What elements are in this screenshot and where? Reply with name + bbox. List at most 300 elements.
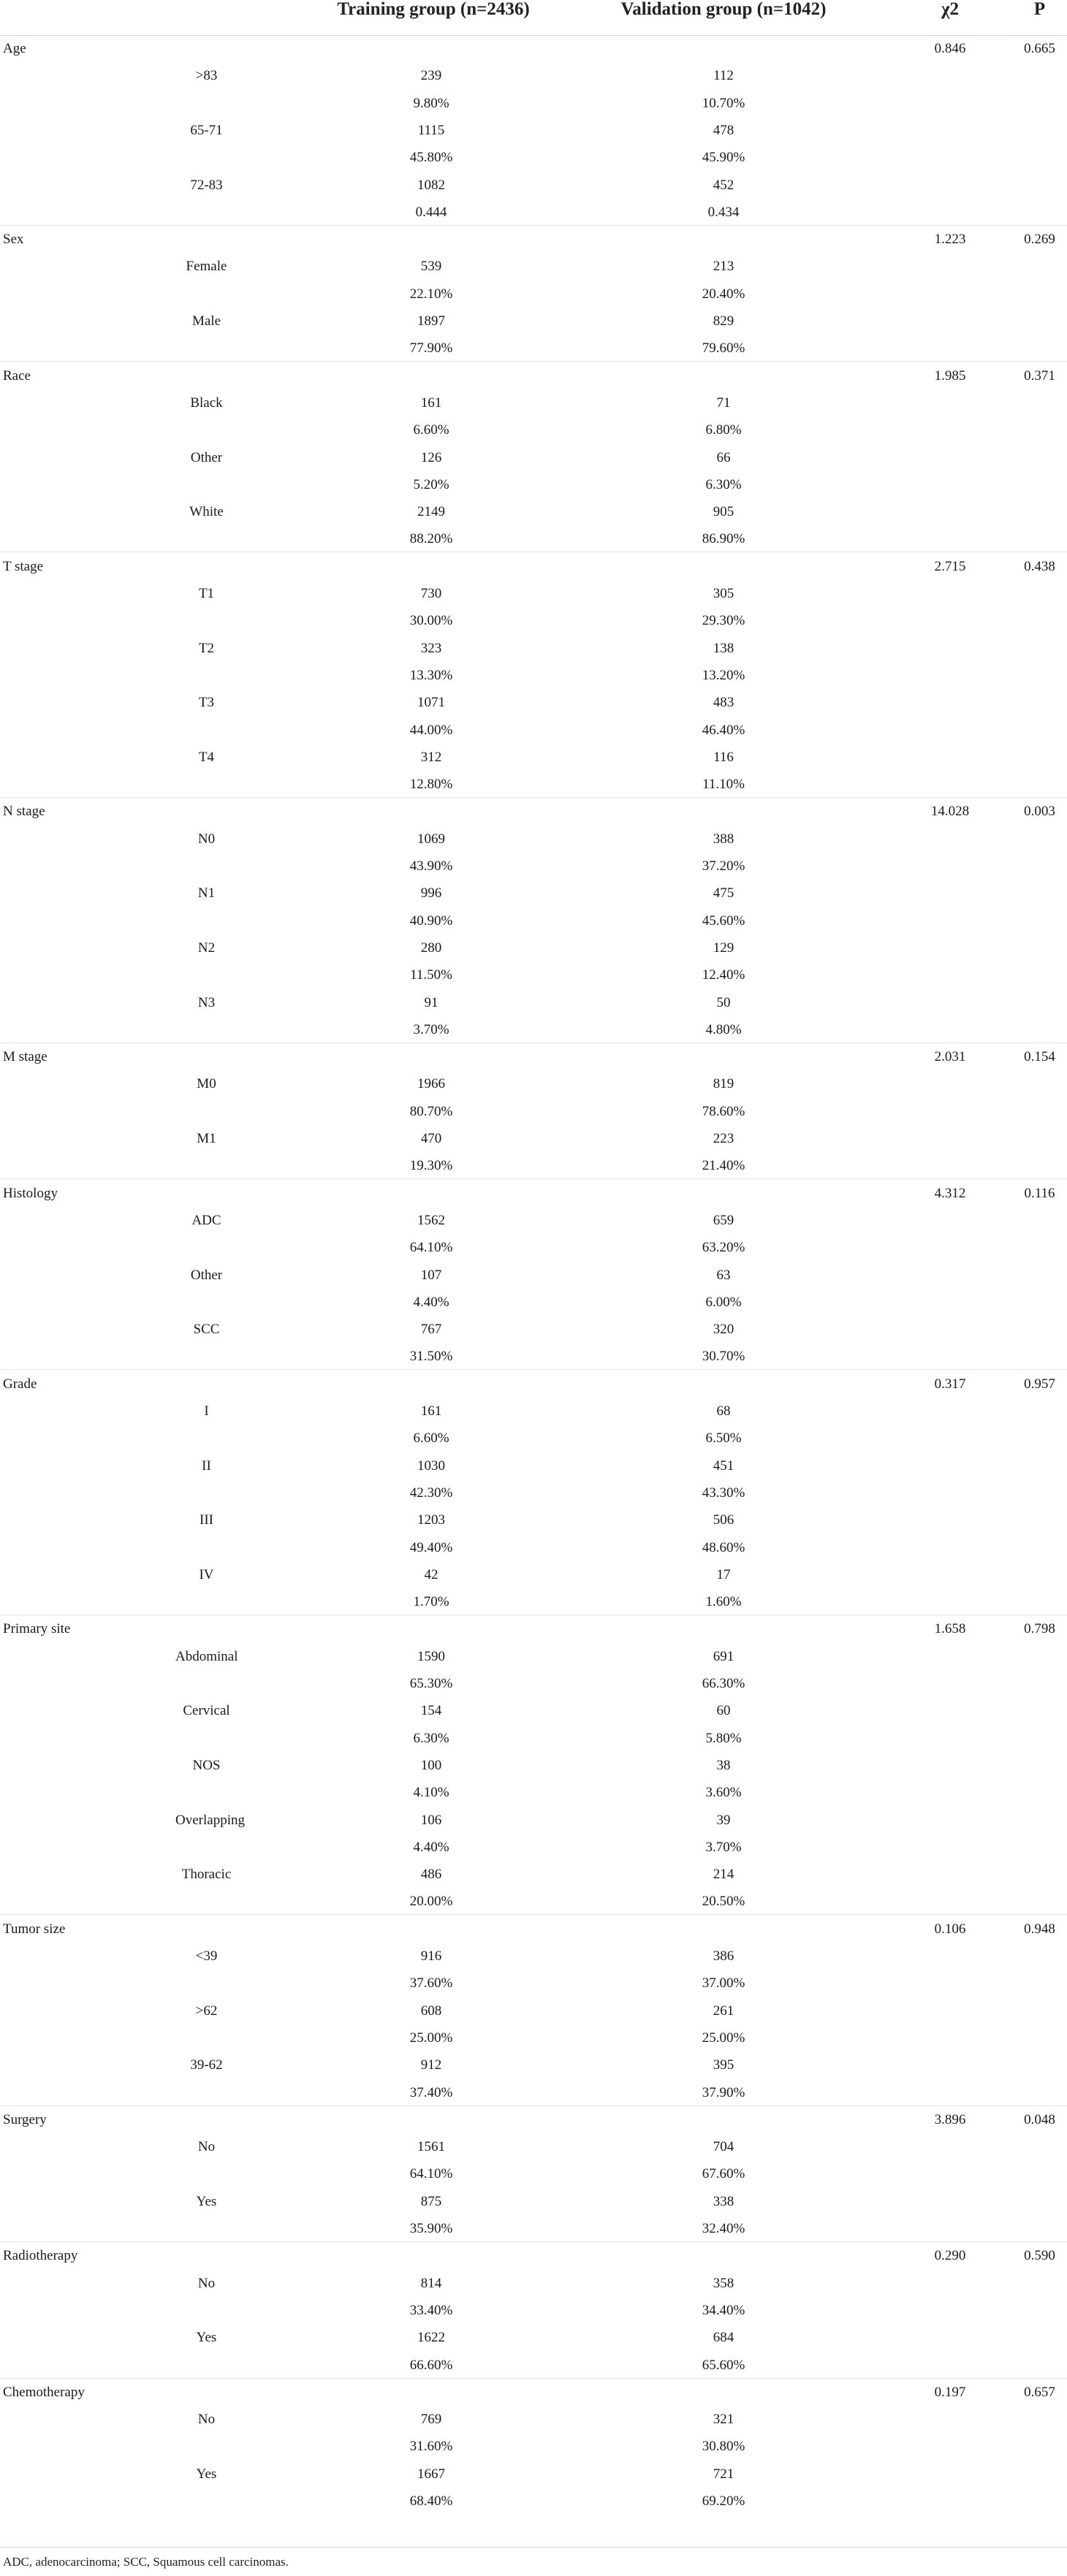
- training-percent: 6.60%: [413, 1430, 449, 1447]
- category-percent-row: [0, 961, 1067, 988]
- training-count: 239: [420, 68, 442, 84]
- validation-percent: 4.80%: [705, 1021, 742, 1037]
- validation-count: 395: [713, 2057, 734, 2073]
- validation-count: 320: [713, 1322, 734, 1338]
- training-count: 769: [420, 2412, 442, 2428]
- training-percent: 6.30%: [413, 1730, 449, 1746]
- training-percent: 5.20%: [413, 476, 449, 492]
- training-percent: 35.90%: [409, 2221, 453, 2236]
- category-count-row: [0, 1561, 1067, 1588]
- variable-name: Race: [3, 367, 31, 384]
- training-percent: 66.60%: [409, 2357, 453, 2373]
- category-count-row: [0, 744, 1067, 771]
- variable-name: Sex: [3, 232, 24, 248]
- variable-row: [0, 362, 1067, 389]
- category-count-row: [0, 1262, 1067, 1289]
- category-count-row: [0, 1506, 1067, 1533]
- training-count: 100: [420, 1757, 442, 1773]
- training-count: 154: [420, 1703, 442, 1719]
- validation-percent: 48.60%: [702, 1539, 745, 1555]
- category-count-row: [0, 2324, 1067, 2351]
- training-percent: 31.60%: [409, 2439, 453, 2455]
- training-percent: 9.80%: [413, 95, 449, 111]
- category-label: White: [189, 504, 224, 520]
- training-count: 1590: [417, 1648, 445, 1664]
- category-percent-row: [0, 2352, 1067, 2379]
- validation-percent: 37.00%: [702, 1975, 745, 1992]
- training-percent: 30.00%: [409, 613, 453, 629]
- validation-count: 659: [713, 1212, 734, 1228]
- category-count-row: [0, 1398, 1067, 1425]
- chi-square-value: 0.106: [934, 1921, 966, 1937]
- variable-name: Tumor size: [3, 1921, 66, 1937]
- training-percent: 64.10%: [409, 2166, 453, 2182]
- p-value: 0.948: [1024, 1921, 1055, 1937]
- category-count-row: [0, 635, 1067, 662]
- header-p-value: P: [1033, 0, 1046, 19]
- validation-percent: 63.20%: [702, 1240, 745, 1256]
- training-count: 608: [420, 2003, 442, 2019]
- training-percent: 22.10%: [409, 286, 453, 302]
- training-count: 539: [420, 259, 442, 275]
- validation-percent: 78.60%: [702, 1103, 745, 1119]
- category-label: I: [204, 1403, 209, 1419]
- validation-percent: 6.00%: [705, 1294, 742, 1310]
- training-percent: 33.40%: [409, 2302, 453, 2318]
- validation-count: 112: [713, 68, 734, 84]
- training-count: 912: [420, 2057, 442, 2073]
- category-label: NOS: [192, 1757, 221, 1773]
- validation-count: 50: [716, 994, 731, 1010]
- category-count-row: [0, 1316, 1067, 1343]
- validation-count: 451: [713, 1457, 734, 1474]
- validation-percent: 45.90%: [702, 150, 745, 166]
- category-count-row: [0, 826, 1067, 853]
- category-count-row: [0, 1997, 1067, 2024]
- validation-count: 506: [713, 1512, 734, 1528]
- category-percent-row: [0, 771, 1067, 798]
- category-percent-row: [0, 1343, 1067, 1370]
- category-label: II: [202, 1457, 211, 1474]
- variable-row: [0, 2106, 1067, 2133]
- validation-percent: 0.434: [707, 204, 740, 220]
- category-percent-row: [0, 2160, 1067, 2187]
- category-percent-row: [0, 281, 1067, 308]
- validation-count: 829: [713, 313, 734, 329]
- category-percent-row: [0, 1234, 1067, 1261]
- category-percent-row: [0, 1970, 1067, 1997]
- training-percent: 77.90%: [409, 340, 453, 357]
- validation-percent: 67.60%: [702, 2166, 745, 2182]
- training-count: 107: [420, 1267, 442, 1283]
- training-percent: 4.40%: [413, 1294, 449, 1310]
- validation-count: 129: [713, 940, 734, 956]
- category-count-row: [0, 580, 1067, 607]
- validation-count: 475: [713, 885, 734, 902]
- footer-divider: [0, 2547, 1067, 2548]
- variable-row: [0, 2379, 1067, 2406]
- validation-count: 213: [713, 259, 734, 275]
- validation-count: 452: [713, 177, 734, 193]
- category-count-row: [0, 2188, 1067, 2215]
- training-percent: 11.50%: [410, 967, 452, 983]
- validation-count: 39: [716, 1812, 731, 1828]
- category-label: ADC: [191, 1212, 221, 1228]
- training-count: 996: [420, 885, 442, 902]
- category-percent-row: [0, 2297, 1067, 2324]
- validation-percent: 79.60%: [702, 340, 745, 357]
- validation-count: 483: [713, 695, 734, 711]
- validation-percent: 69.20%: [702, 2493, 745, 2509]
- training-percent: 65.30%: [409, 1676, 453, 1691]
- category-percent-row: [0, 144, 1067, 171]
- category-label: IV: [199, 1566, 214, 1582]
- category-label: Other: [190, 449, 223, 465]
- training-count: 486: [420, 1867, 442, 1883]
- variable-row: [0, 798, 1067, 825]
- chi-square-value: 0.197: [934, 2384, 966, 2400]
- category-percent-row: [0, 471, 1067, 498]
- validation-percent: 6.50%: [705, 1430, 742, 1447]
- variable-row: [0, 35, 1067, 62]
- category-percent-row: [0, 1834, 1067, 1861]
- validation-count: 261: [713, 2003, 734, 2019]
- category-count-row: [0, 117, 1067, 144]
- training-count: 1030: [417, 1457, 445, 1474]
- validation-count: 138: [713, 640, 734, 656]
- category-label: Male: [191, 313, 221, 329]
- category-count-row: [0, 2461, 1067, 2488]
- p-value: 0.116: [1024, 1185, 1055, 1201]
- variable-name: Primary site: [3, 1621, 71, 1637]
- training-percent: 88.20%: [409, 531, 453, 547]
- category-label: T4: [198, 749, 215, 765]
- validation-percent: 6.80%: [705, 422, 742, 438]
- validation-percent: 46.40%: [702, 722, 745, 738]
- training-count: 1115: [417, 122, 445, 138]
- training-percent: 12.80%: [409, 777, 453, 793]
- variable-name: Histology: [3, 1185, 58, 1201]
- p-value: 0.590: [1024, 2248, 1055, 2264]
- category-count-row: [0, 1452, 1067, 1479]
- training-count: 875: [420, 2193, 442, 2209]
- training-percent: 45.80%: [409, 150, 453, 166]
- p-value: 0.798: [1024, 1621, 1055, 1637]
- category-percent-row: [0, 1588, 1067, 1615]
- validation-count: 691: [713, 1648, 734, 1664]
- validation-percent: 5.80%: [705, 1730, 742, 1746]
- chi-square-value: 1.223: [934, 232, 966, 248]
- validation-percent: 32.40%: [702, 2221, 745, 2236]
- category-count-row: [0, 934, 1067, 961]
- training-percent: 4.40%: [413, 1839, 449, 1855]
- category-label: Overlapping: [175, 1812, 245, 1828]
- validation-count: 71: [716, 395, 731, 411]
- training-count: 1203: [417, 1512, 445, 1528]
- validation-count: 721: [713, 2466, 734, 2482]
- category-count-row: [0, 308, 1067, 335]
- training-count: 1897: [417, 313, 445, 329]
- validation-count: 68: [716, 1403, 731, 1419]
- training-percent: 6.60%: [413, 422, 449, 438]
- validation-count: 704: [713, 2139, 734, 2155]
- category-label: Cervical: [183, 1703, 230, 1719]
- validation-count: 223: [713, 1131, 734, 1146]
- category-label: No: [197, 2412, 216, 2428]
- training-percent: 68.40%: [409, 2493, 453, 2509]
- category-percent-row: [0, 90, 1067, 117]
- training-percent: 13.30%: [409, 667, 453, 683]
- category-percent-row: [0, 2024, 1067, 2051]
- training-count: 126: [420, 449, 442, 465]
- category-count-row: [0, 689, 1067, 716]
- category-percent-row: [0, 1425, 1067, 1452]
- category-percent-row: [0, 1670, 1067, 1697]
- category-label: M0: [197, 1076, 216, 1092]
- category-count-row: [0, 1643, 1067, 1670]
- chi-square-value: 2.031: [934, 1049, 966, 1065]
- training-percent: 80.70%: [409, 1103, 453, 1119]
- validation-count: 478: [713, 122, 734, 138]
- validation-percent: 12.40%: [702, 967, 745, 983]
- category-percent-row: [0, 525, 1067, 552]
- category-label: T2: [198, 640, 215, 656]
- category-count-row: [0, 498, 1067, 525]
- category-percent-row: [0, 1479, 1067, 1506]
- validation-percent: 6.30%: [705, 476, 742, 492]
- training-count: 730: [420, 586, 442, 601]
- validation-count: 358: [713, 2275, 734, 2291]
- category-count-row: [0, 1807, 1067, 1834]
- training-percent: 37.60%: [409, 1975, 453, 1992]
- category-label: N1: [197, 885, 216, 902]
- variable-name: Grade: [3, 1376, 37, 1392]
- category-percent-row: [0, 1888, 1067, 1915]
- category-label: >83: [195, 68, 218, 84]
- p-value: 0.438: [1024, 558, 1055, 574]
- training-count: 1082: [417, 177, 445, 193]
- category-label: 39-62: [190, 2057, 223, 2073]
- validation-percent: 34.40%: [702, 2302, 745, 2318]
- training-percent: 19.30%: [409, 1158, 453, 1174]
- category-label: III: [200, 1512, 213, 1528]
- category-percent-row: [0, 335, 1067, 362]
- training-percent: 25.00%: [409, 2030, 453, 2046]
- category-label: No: [197, 2139, 216, 2155]
- category-count-row: [0, 880, 1067, 907]
- variable-name: M stage: [3, 1049, 48, 1065]
- category-count-row: [0, 1752, 1067, 1779]
- validation-percent: 29.30%: [702, 613, 745, 629]
- category-percent-row: [0, 662, 1067, 689]
- header-validation-group: Validation group (n=1042): [620, 0, 827, 19]
- validation-count: 305: [713, 586, 734, 601]
- table-footnote: ADC, adenocarcinoma; SCC, Squamous cell carcinomas.: [3, 2555, 289, 2569]
- validation-percent: 65.60%: [702, 2357, 745, 2373]
- training-percent: 49.40%: [409, 1539, 453, 1555]
- variable-row: [0, 1043, 1067, 1070]
- training-count: 767: [420, 1322, 442, 1338]
- variable-name: Chemotherapy: [3, 2384, 85, 2400]
- variable-row: [0, 1371, 1067, 1398]
- validation-percent: 3.70%: [705, 1839, 742, 1855]
- training-count: 161: [420, 1403, 442, 1419]
- category-percent-row: [0, 1016, 1067, 1043]
- p-value: 0.665: [1024, 41, 1055, 56]
- category-label: M1: [197, 1131, 216, 1146]
- validation-count: 38: [716, 1757, 731, 1773]
- training-percent: 20.00%: [409, 1894, 453, 1910]
- training-count: 280: [420, 940, 442, 956]
- header-chi-square: χ2: [941, 0, 960, 19]
- validation-percent: 1.60%: [705, 1594, 742, 1610]
- validation-percent: 45.60%: [702, 912, 745, 929]
- category-percent-row: [0, 2079, 1067, 2106]
- category-label: Abdominal: [175, 1648, 238, 1664]
- training-percent: 4.10%: [413, 1785, 449, 1801]
- training-count: 1069: [417, 831, 445, 847]
- category-label: N2: [197, 940, 216, 956]
- validation-count: 338: [713, 2193, 734, 2209]
- category-percent-row: [0, 1289, 1067, 1316]
- category-label: SCC: [193, 1322, 220, 1338]
- chi-square-value: 1.658: [934, 1621, 966, 1637]
- training-percent: 1.70%: [413, 1594, 449, 1610]
- category-percent-row: [0, 1098, 1067, 1125]
- category-count-row: [0, 389, 1067, 416]
- training-percent: 3.70%: [413, 1021, 449, 1037]
- validation-count: 321: [713, 2412, 734, 2428]
- category-percent-row: [0, 416, 1067, 443]
- category-percent-row: [0, 607, 1067, 634]
- variable-name: Age: [3, 41, 26, 56]
- category-count-row: [0, 172, 1067, 199]
- validation-count: 63: [716, 1267, 731, 1283]
- p-value: 0.371: [1024, 367, 1055, 384]
- training-percent: 42.30%: [409, 1485, 453, 1501]
- validation-percent: 10.70%: [702, 95, 745, 111]
- category-percent-row: [0, 2488, 1067, 2515]
- p-value: 0.269: [1024, 232, 1055, 248]
- variable-name: Surgery: [3, 2111, 47, 2127]
- variable-row: [0, 2242, 1067, 2269]
- category-percent-row: [0, 853, 1067, 880]
- category-percent-row: [0, 1725, 1067, 1752]
- training-count: 814: [420, 2275, 442, 2291]
- category-label: T1: [198, 586, 215, 601]
- variable-row: [0, 1916, 1067, 1943]
- category-label: Yes: [196, 2193, 217, 2209]
- training-count: 1622: [417, 2330, 445, 2346]
- validation-percent: 13.20%: [702, 667, 745, 683]
- training-count: 1562: [417, 1212, 445, 1228]
- chi-square-value: 14.028: [930, 804, 970, 820]
- header-training-group: Training group (n=2436): [337, 0, 530, 19]
- training-count: 91: [424, 994, 438, 1010]
- variable-name: T stage: [3, 558, 44, 574]
- category-count-row: [0, 62, 1067, 89]
- category-label: Yes: [196, 2466, 217, 2482]
- category-count-row: [0, 1861, 1067, 1888]
- validation-count: 60: [716, 1703, 731, 1719]
- training-count: 1071: [417, 695, 445, 711]
- category-label: T3: [198, 695, 215, 711]
- category-count-row: [0, 2133, 1067, 2160]
- validation-count: 386: [713, 1948, 734, 1964]
- chi-square-value: 0.846: [934, 41, 966, 56]
- category-count-row: [0, 989, 1067, 1016]
- training-count: 470: [420, 1131, 442, 1146]
- validation-percent: 11.10%: [702, 777, 745, 793]
- category-label: Yes: [196, 2330, 217, 2346]
- chi-square-value: 4.312: [934, 1185, 966, 1201]
- training-count: 1667: [417, 2466, 445, 2482]
- p-value: 0.657: [1024, 2384, 1055, 2400]
- validation-percent: 3.60%: [705, 1785, 742, 1801]
- variable-row: [0, 226, 1067, 253]
- p-value: 0.957: [1024, 1376, 1055, 1392]
- validation-count: 684: [713, 2330, 734, 2346]
- validation-count: 819: [713, 1076, 734, 1092]
- training-count: 916: [420, 1948, 442, 1964]
- validation-percent: 20.50%: [702, 1894, 745, 1910]
- training-percent: 31.50%: [409, 1349, 453, 1365]
- training-percent: 43.90%: [409, 858, 453, 874]
- category-count-row: [0, 1697, 1067, 1724]
- variable-row: [0, 1180, 1067, 1207]
- variable-name: Radiotherapy: [3, 2248, 78, 2264]
- chi-square-value: 3.896: [934, 2111, 966, 2127]
- variable-name: N stage: [3, 804, 45, 820]
- training-count: 106: [420, 1812, 442, 1828]
- chi-square-value: 2.715: [934, 558, 966, 574]
- category-label: Other: [190, 1267, 223, 1283]
- training-count: 323: [420, 640, 442, 656]
- chi-square-value: 1.985: [934, 367, 966, 384]
- category-percent-row: [0, 199, 1067, 226]
- category-label: Black: [190, 395, 223, 411]
- category-count-row: [0, 1125, 1067, 1152]
- training-count: 312: [420, 749, 442, 765]
- p-value: 0.048: [1024, 2111, 1055, 2127]
- category-label: Thoracic: [181, 1867, 232, 1883]
- validation-percent: 37.20%: [702, 858, 745, 874]
- validation-count: 116: [713, 749, 734, 765]
- p-value: 0.003: [1024, 804, 1055, 820]
- category-label: 72-83: [190, 177, 223, 193]
- validation-percent: 86.90%: [702, 531, 745, 547]
- chi-square-value: 0.290: [934, 2248, 966, 2264]
- category-count-row: [0, 1943, 1067, 1970]
- category-count-row: [0, 2051, 1067, 2078]
- validation-percent: 20.40%: [702, 286, 745, 302]
- validation-percent: 66.30%: [702, 1676, 745, 1691]
- category-count-row: [0, 1207, 1067, 1234]
- training-percent: 64.10%: [409, 1240, 453, 1256]
- category-count-row: [0, 2270, 1067, 2297]
- table-header: [0, 0, 1067, 36]
- training-percent: 40.90%: [409, 912, 453, 929]
- category-percent-row: [0, 717, 1067, 744]
- category-label: No: [197, 2275, 216, 2291]
- training-count: 1966: [417, 1076, 445, 1092]
- variable-row: [0, 1615, 1067, 1642]
- validation-percent: 43.30%: [702, 1485, 745, 1501]
- training-count: 1561: [417, 2139, 445, 2155]
- validation-percent: 25.00%: [702, 2030, 745, 2046]
- category-label: 65-71: [190, 122, 223, 138]
- validation-count: 17: [716, 1566, 731, 1582]
